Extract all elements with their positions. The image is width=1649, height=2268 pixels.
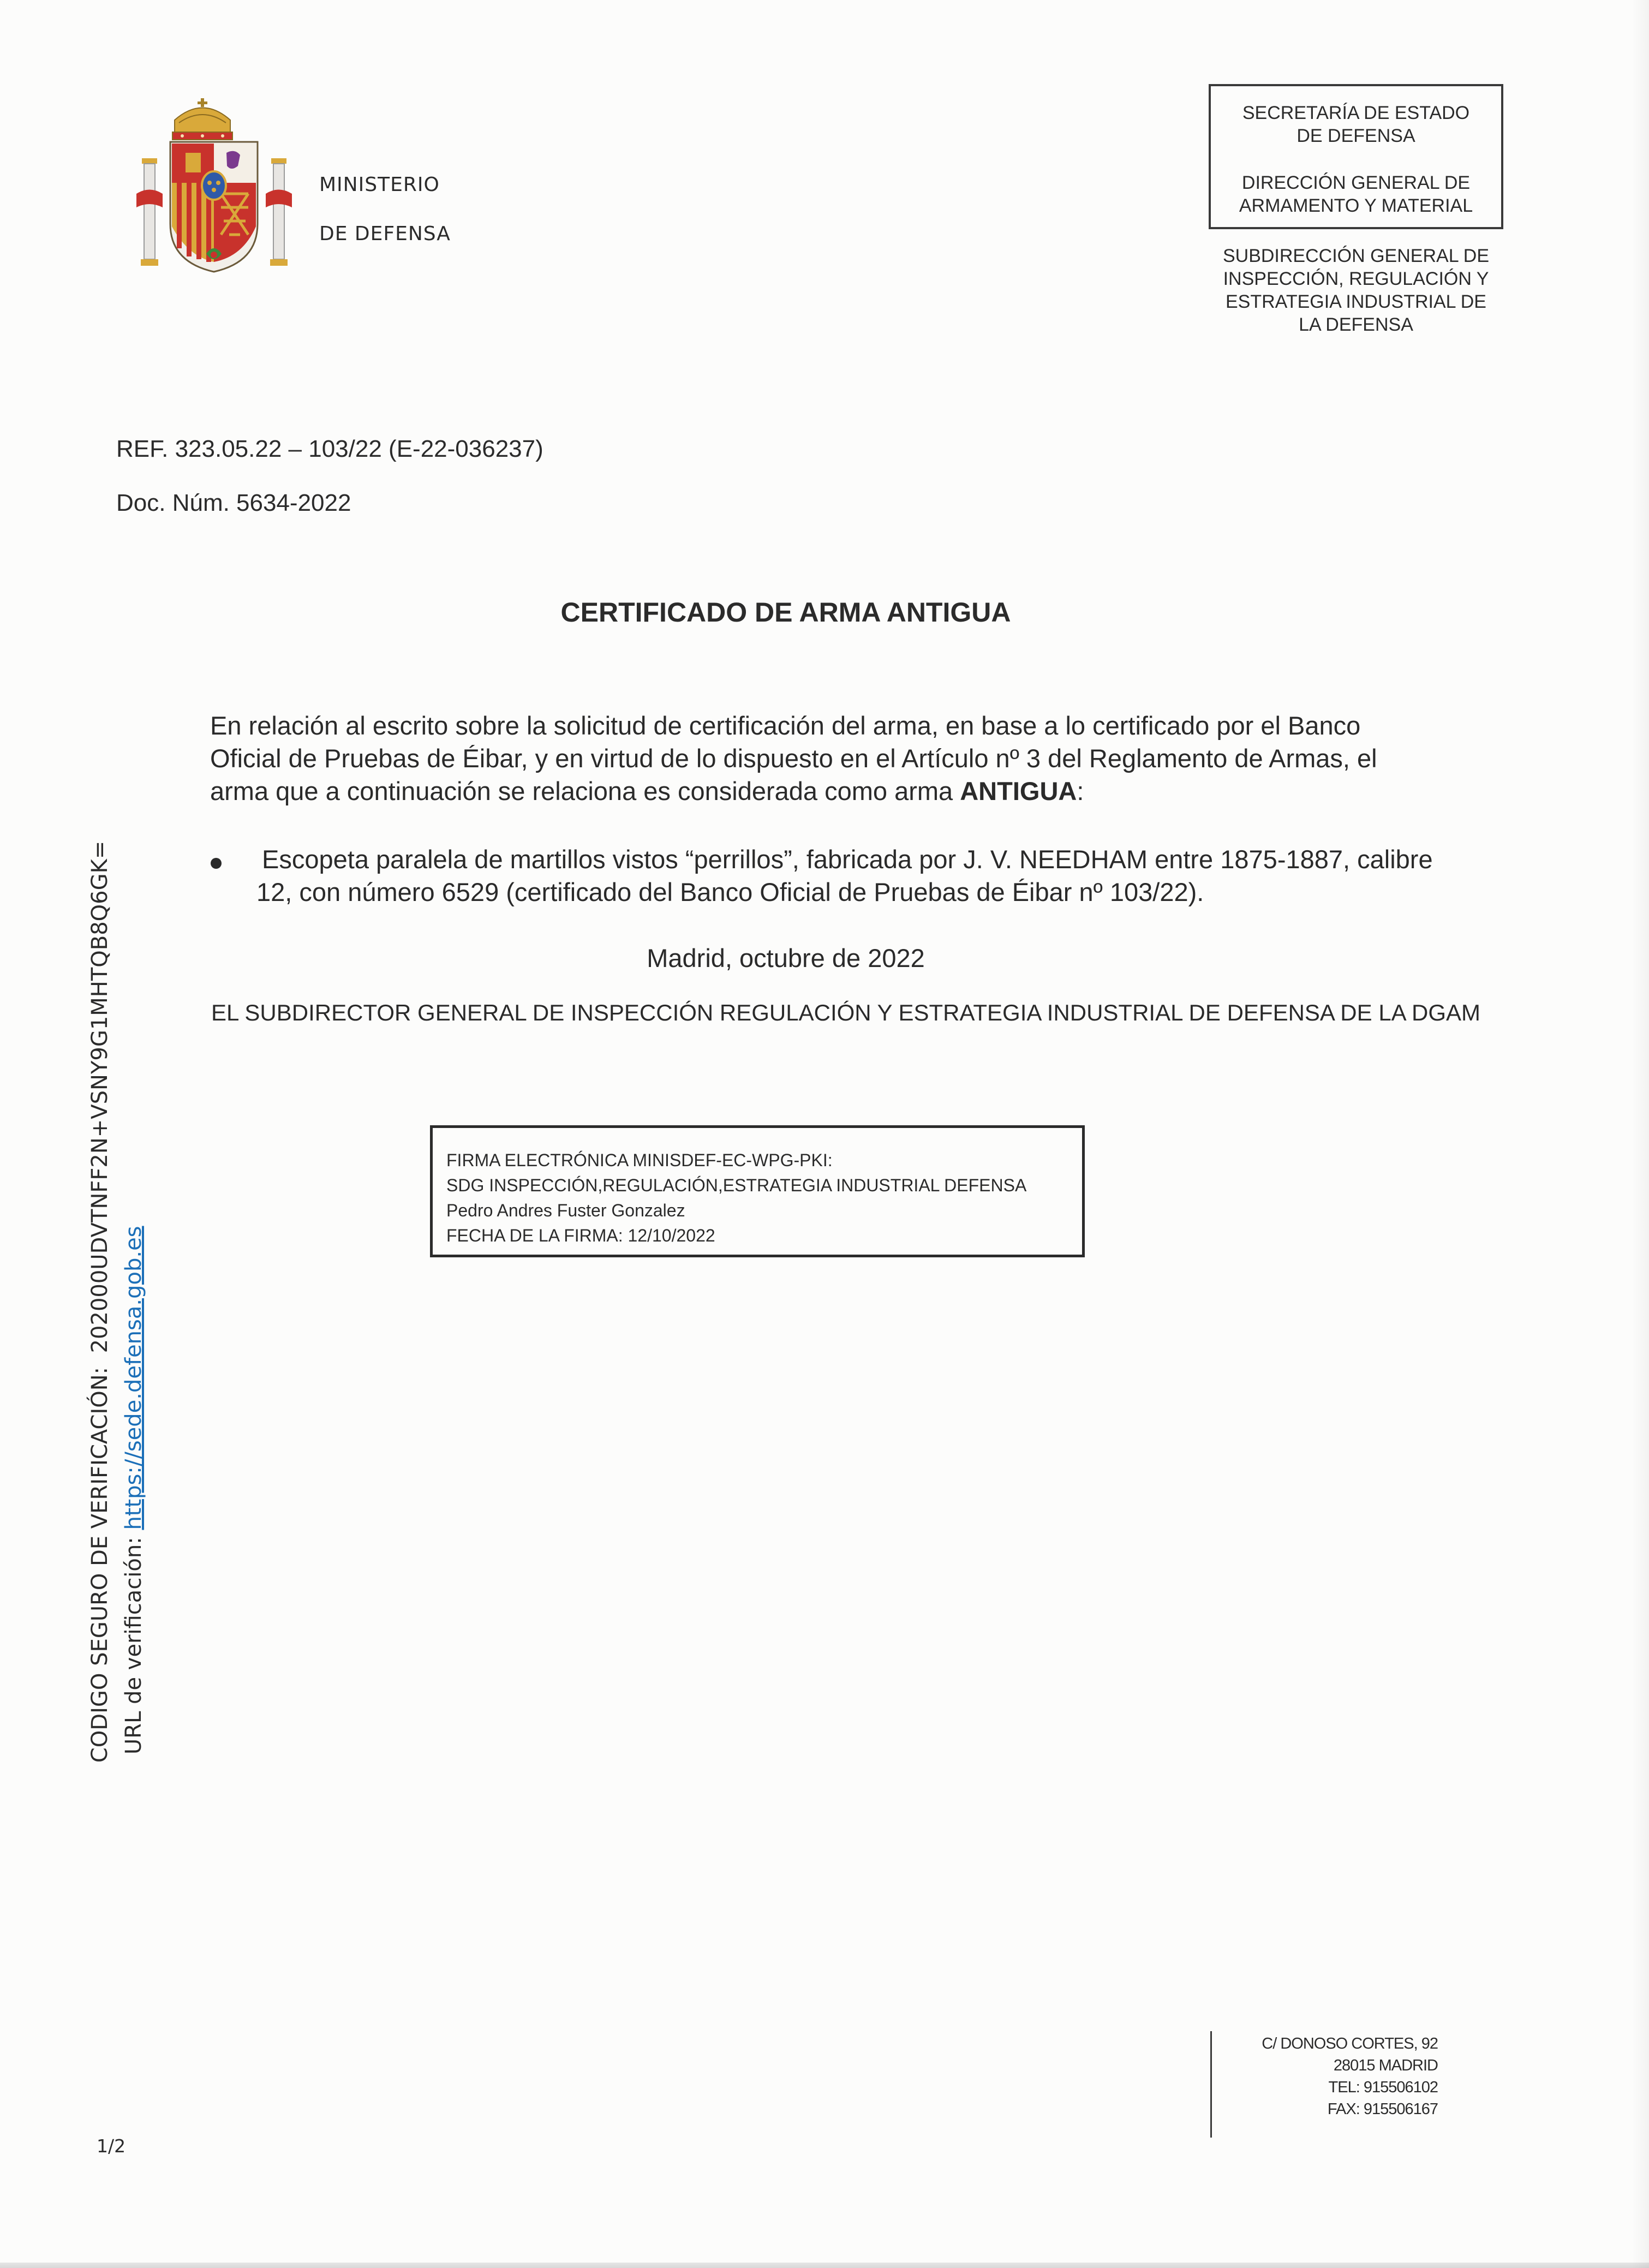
subdirectorate-line: SUBDIRECCIÓN GENERAL DE [1222, 246, 1490, 266]
verification-url-link[interactable]: https://sede.defensa.gob.es [121, 1226, 146, 1530]
document-number: Doc. Núm. 5634-2022 [116, 490, 351, 516]
csv-label: CODIGO SEGURO DE VERIFICACIÓN: [87, 1366, 112, 1763]
secretariat-text: SECRETARÍA DE ESTADO DE DEFENSA [1242, 103, 1470, 146]
bullet-icon [211, 858, 222, 869]
subdirectorate-text [1209, 244, 1503, 336]
footer-address [1222, 2033, 1438, 2120]
body-paragraph [210, 709, 1432, 808]
address-line: FAX: 915506167 [1327, 2100, 1438, 2118]
signature-line: SDG INSPECCIÓN,REGULACIÓN,ESTRATEGIA INDUSTRIAL DEFENSA [446, 1175, 1027, 1195]
signer-title: EL SUBDIRECTOR GENERAL DE INSPECCIÓN REGULACIÓN Y ESTRATEGIA INDUSTRIAL DE DEFENSA DE LA DGAM [211, 1000, 1481, 1025]
address-line: 28015 MADRID [1333, 2057, 1438, 2074]
address-line: TEL: 915506102 [1328, 2079, 1438, 2096]
page-number: 1/2 [97, 2135, 126, 2157]
signature-name: Pedro Andres Fuster Gonzalez [446, 1201, 685, 1220]
body-emphasis: ANTIGUA [960, 777, 1077, 805]
signature-line: FIRMA ELECTRÓNICA MINISDEF-EC-WPG-PKI: [446, 1150, 833, 1170]
body-text: En relación al escrito sobre la solicitud de certificación del arma, en base a lo certificado por el Banco Oficial de Pruebas de Éibar, y en virtud de lo dispuesto en el Artículo nº 3 del Reglamento de Armas, el arma que a continuación se relaciona es considerada como arma [210, 711, 1377, 805]
secretariat-box [1209, 84, 1503, 229]
ministry-name-line1: MINISTERIO [319, 174, 440, 196]
ministry-name-line2: DE DEFENSA [319, 223, 451, 245]
directorate-text: DIRECCIÓN GENERAL DE ARMAMENTO Y MATERIAL [1239, 172, 1473, 216]
signature-date: FECHA DE LA FIRMA: 12/10/2022 [446, 1226, 715, 1245]
weapon-description: Escopeta paralela de martillos vistos “perrillos”, fabricada por J. V. NEEDHAM entre 1875-1887, calibre 12, con número 6529 (certificado del Banco Oficial de Pruebas de Éibar nº 103/22). [256, 845, 1433, 906]
place-date: Madrid, octubre de 2022 [647, 944, 925, 972]
footer-divider [1210, 2031, 1212, 2138]
subdirectorate-line: LA DEFENSA [1299, 314, 1413, 335]
address-line: C/ DONOSO CORTES, 92 [1262, 2035, 1438, 2052]
csv-code: 202000UDVTNFF2N+VSNY9G1MHTQB8Q6GK= [87, 840, 112, 1353]
subdirectorate-line: ESTRATEGIA INDUSTRIAL DE [1226, 291, 1486, 312]
body-text-end: : [1077, 777, 1084, 805]
electronic-signature-box [430, 1125, 1085, 1257]
verification-url-line [121, 1226, 146, 1754]
coat-of-arms-icon [136, 98, 292, 278]
subdirectorate-line: INSPECCIÓN, REGULACIÓN Y [1223, 268, 1489, 289]
document-title: CERTIFICADO DE ARMA ANTIGUA [560, 597, 1011, 628]
scan-edge [1632, 0, 1649, 2268]
reference-number: REF. 323.05.22 – 103/22 (E-22-036237) [116, 435, 543, 462]
scan-edge [0, 2263, 1649, 2268]
verification-code [87, 841, 112, 1763]
url-label: URL de verificación: [121, 1537, 146, 1754]
